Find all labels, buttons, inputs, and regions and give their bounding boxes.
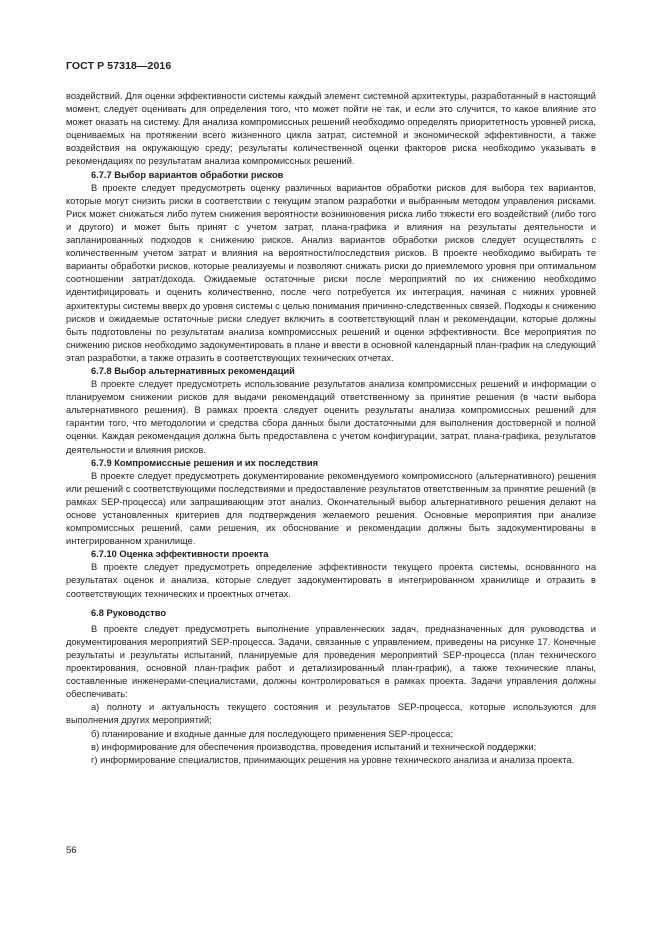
list-item: б) планирование и входные данные для последующего применения SEP-процесса;	[91, 728, 454, 739]
paragraph: В проекте следует предусмотреть определение эффективности текущего проекта системы, основанного на результатах оценок и анализа, которые следует задокументировать в интегрированном хранилище и отразить в соответствующих технических и проектных отчетах.	[66, 562, 596, 599]
section-heading-6-8: 6.8 Руководство	[91, 607, 167, 618]
section-heading-6-7-7: 6.7.7 Выбор вариантов обработки рисков	[91, 169, 284, 180]
list-item: а) полноту и актуальность текущего состояния и результатов SEP-процесса, которые используются для выполнения других мероприятий;	[66, 702, 596, 726]
paragraph: воздействий. Для оценки эффективности системы каждый элемент системной архитектуры, разработанный в настоящий момент, следует оценивать для определения того, что может пойти не так, и если это случится, то какое влияние это может оказать на систему. Для анализа компромиссных решений необходимо определять приоритетность уровней риска, оцениваемых на протяжении всего жизненного цикла затрат, системной и экономической эффективности, а также воздействия на окружающую среду; результаты количественной оценки факторов риска необходимо указывать в рекомендациях по результатам анализа компромиссных решений.	[66, 91, 596, 167]
paragraph: В проекте следует предусмотреть оценку различных вариантов обработки рисков для выбора тех вариантов, которые могут снизить риски в соответствии с текущим этапом разработки и выбранным методом управления рисками. Риск может снижаться либо путем снижения вероятности возникновения риска либо тяжести его воздействий (либо того и другого) и может быть принят с учетом затрат, плана-графика и влияния на результаты деятельности и запланированных подходов к снижению рисков. Анализ вариантов обработки рисков следует осуществлять с количественным учетом затрат и влияния на вероятности/последствия рисков. В проекте необходимо выбирать те варианты обработки рисков, которые реализуемы и позволяют снижать риски до приемлемого уровня при оптимальном соотношении затрат/дохода. Ожидаемые остаточные риски после мероприятий по их снижению необходимо идентифицировать и оценить количественно, после чего потребуется их интеграция, начиная с нижних уровней архитектуры системы вверх до уровня системы с целью понимания причинно-следственных связей. Подходы к снижению рисков и ожидаемые остаточные риски следует включить в соответствующий план и рекомендации, которые должны быть подготовлены по результатам анализа компромиссных решений и оценки эффективности. Все мероприятия по снижению рисков необходимо задокументировать в плане и ввести в основной календарный план-график на следующий этап разработки, а также отразить в соответствующих технических отчетах.	[66, 182, 596, 363]
section-heading-6-7-9: 6.7.9 Компромиссные решения и их последствия	[91, 457, 318, 468]
list-item: г) информирование специалистов, принимающих решения на уровне технического анализа и анализа проекта.	[91, 754, 575, 765]
paragraph: В проекте следует предусмотреть использование результатов анализа компромиссных решений и информации о планируемом снижении рисков для выдачи рекомендаций ответственному за принятие решения (в части выбора альтернативного решения). В рамках проекта следует оценить результаты анализа компромиссных решений для гарантии того, что методологии и средства сбора данных были достаточными для выполнения достоверной и полной оценки. Каждая рекомендация должна быть предоставлена с учетом конфигурации, затрат, плана-графика, результатов деятельности и влияния рисков.	[66, 379, 596, 455]
section-heading-6-7-8: 6.7.8 Выбор альтернативных рекомендаций	[91, 365, 295, 376]
document-header: ГОСТ Р 57318—2016	[66, 60, 172, 72]
page-body	[66, 90, 596, 767]
page-number: 56	[66, 845, 77, 856]
list-item: в) информирование для обеспечения производства, проведения испытаний и технической поддержки;	[91, 741, 537, 752]
paragraph: В проекте следует предусмотреть документирование рекомендуемого компромиссного (альтернативного) решения или решений с соответствующими последствиями и предоставление результатов ответственным за принятие решений (в рамках SEP-процесса) или запрашивающим этот анализ. Окончательный выбор альтернативного решения делают на основе установленных критериев для подтверждения желаемого решения. Основные мероприятия при анализе компромиссных решений, сами решения, их обоснование и рекомендации должны быть задокументированы в интегрированном хранилище.	[66, 470, 596, 547]
section-heading-6-7-10: 6.7.10 Оценка эффективности проекта	[91, 549, 269, 560]
paragraph: В проекте следует предусмотреть выполнение управленческих задач, предназначенных для руководства и документирования мероприятий SEP-процесса. Задачи, связанные с управлением, приведены на рисунке 17. Конечные результаты и результаты испытаний, планируемые для проведения мероприятий SEP-процесса (план технического проектирования, основной план-график работ и детализированный план-график), а также технические планы, составленные инженерами-специалистами, должны контролироваться в рамках проекта. Задачи управления должны обеспечивать:	[66, 623, 596, 700]
